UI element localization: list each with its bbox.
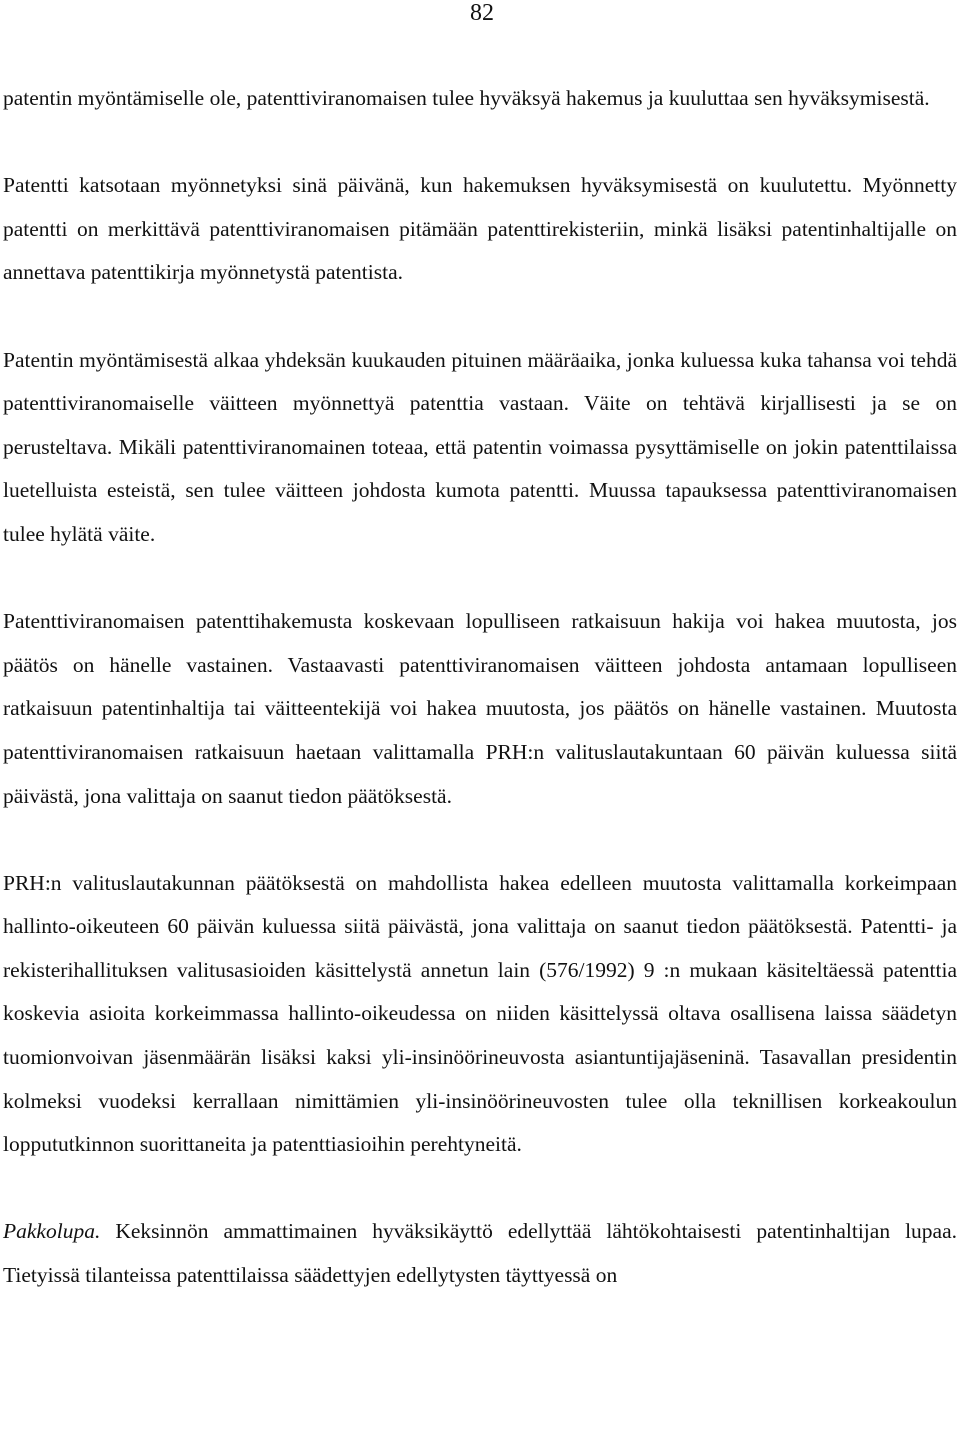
paragraph <box>3 1210 957 1297</box>
paragraph-text: Keksinnön ammattimainen hyväksikäyttö edellyttää lähtökohtaisesti patentinhaltijan lupaa. Tietyissä tilanteissa patenttilaissa säädettyjen edellytysten täyttyessä on <box>3 1219 957 1288</box>
paragraph-lead-heading: Pakkolupa. <box>3 1219 101 1244</box>
document-body <box>3 77 957 1298</box>
paragraph: Patenttiviranomaisen patenttihakemusta koskevaan lopulliseen ratkaisuun hakija voi hakea muutosta, jos päätös on hänelle vastainen. Vastaavasti patenttiviranomaisen väitteen johdosta antamaan lopulliseen ratkaisuun patentinhaltija tai väitteentekijä voi hakea muutosta, jos päätös on hänelle vastainen. Muutosta patenttiviranomaisen ratkaisuun haetaan valittamalla PRH:n valituslautakuntaan 60 päivän kuluessa siitä päivästä, jona valittaja on saanut tiedon päätöksestä. <box>3 609 957 808</box>
page-number: 82 <box>470 0 494 26</box>
paragraph: PRH:n valituslautakunnan päätöksestä on mahdollista hakea edelleen muutosta valittamalla korkeimpaan hallinto-oikeuteen 60 päivän kuluessa siitä päivästä, jona valittaja on saanut tiedon päätöksestä. Patentti- ja rekisterihallituksen valitusasioiden käsittelystä annetun lain (576/1992) 9 :n mukaan käsiteltäessä patenttia koskevia asioita korkeimmassa hallinto-oikeudessa on niiden käsittelyssä oltava osallisena laissa säädetyn tuomionvoivan jäsenmäärän lisäksi kaksi yli-insinöörineuvosta asiantuntijajäseninä. Tasavallan presidentin kolmeksi vuodeksi kerrallaan nimittämien yli-insinöörineuvosten tulee olla teknillisen korkeakoulun loppututkinnon suorittaneita ja patenttiasioihin perehtyneitä. <box>3 870 957 1157</box>
paragraph: Patentin myöntämisestä alkaa yhdeksän kuukauden pituinen määräaika, jonka kuluessa kuka tahansa voi tehdä patenttiviranomaiselle väitteen myönnettyä patenttia vastaan. Väite on tehtävä kirjallisesti ja se on perusteltava. Mikäli patenttiviranomainen toteaa, että patentin voimassa pysyttämiselle on jokin patenttilaissa luetelluista esteistä, sen tulee väitteen johdosta kumota patentti. Muussa tapauksessa patenttiviranomaisen tulee hylätä väite. <box>3 347 957 546</box>
paragraph: Patentti katsotaan myönnetyksi sinä päivänä, kun hakemuksen hyväksymisestä on kuulutettu. Myönnetty patentti on merkittävä patenttiviranomaisen pitämään patenttirekisteriin, minkä lisäksi patentinhaltijalle on annettava patenttikirja myönnetystä patentista. <box>3 173 957 285</box>
paragraph: patentin myöntämiselle ole, patenttiviranomaisen tulee hyväksyä hakemus ja kuuluttaa sen hyväksymisestä. <box>3 86 930 110</box>
